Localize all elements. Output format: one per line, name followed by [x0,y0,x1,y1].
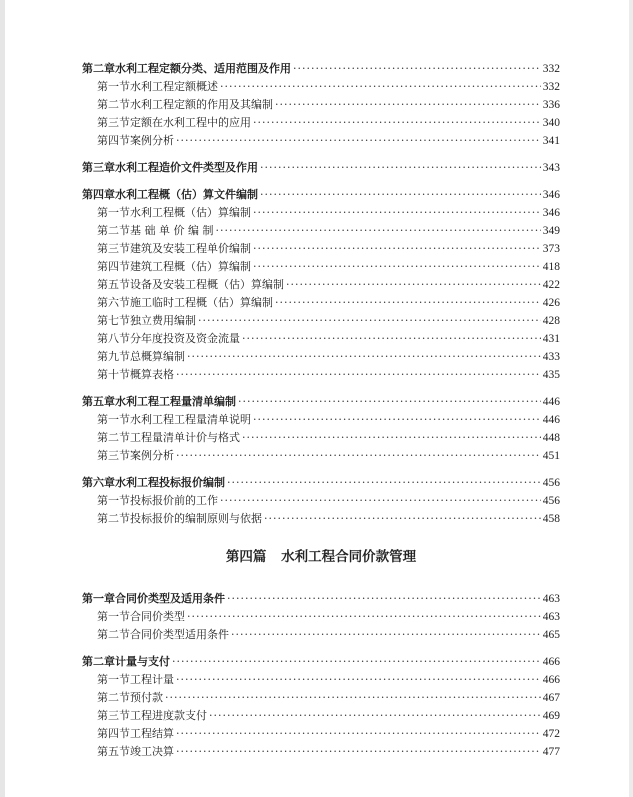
toc-section-entry [82,328,560,346]
part-number: 第四篇 [225,549,267,565]
section-number: 第七节 [97,314,130,327]
section-title: 水利工程定额的作用及其编制 [130,98,273,111]
page-number: 426 [542,297,560,309]
toc-block-part3 [82,58,560,526]
toc-section-entry [82,723,560,741]
chapter-title: 合同价类型及适用条件 [115,592,225,605]
section-number: 第二节 [97,224,130,237]
page-number: 469 [542,710,560,722]
page-number: 431 [542,333,560,345]
dot-leader [231,628,541,642]
toc-section-entry [82,687,560,705]
section-title: 合同价类型 [130,610,185,623]
page-number: 477 [542,746,560,758]
dot-leader [187,610,541,624]
section-title: 概算表格 [130,368,174,381]
dot-leader [172,655,541,669]
toc-section-entry [82,112,560,130]
toc-section-entry [82,292,560,310]
chapter-number: 第一章 [82,592,115,605]
toc-section-entry [82,741,560,759]
page-number: 466 [542,656,560,668]
section-number: 第一节 [97,494,130,507]
page-number: 332 [542,81,560,93]
chapter-title: 水利工程工程量清单编制 [115,395,236,408]
toc-section-entry [82,130,560,148]
chapter-number: 第六章 [82,476,115,489]
section-number: 第十节 [97,368,130,381]
dot-leader [242,431,541,445]
page-number: 435 [542,369,560,381]
section-title: 基 础 单 价 编 制 [130,224,214,237]
section-number: 第四节 [97,134,130,147]
dot-leader [253,413,541,427]
dot-leader [253,116,541,130]
chapter-number: 第五章 [82,395,115,408]
toc-section-entry [82,310,560,328]
page-number: 448 [542,432,560,444]
toc-section-entry [82,94,560,112]
dot-leader [242,332,541,346]
section-number: 第二节 [97,628,130,641]
page-number: 332 [542,63,560,75]
dot-leader [264,512,541,526]
chapter-title: 计量与支付 [115,655,170,668]
section-title: 定额在水利工程中的应用 [130,116,251,129]
chapter-title: 水利工程定额分类、适用范围及作用 [115,62,291,75]
toc-chapter-entry [82,58,560,76]
toc-section-entry [82,490,560,508]
toc-section-entry [82,274,560,292]
section-title: 案例分析 [130,134,174,147]
dot-leader [260,161,541,175]
page-number: 336 [542,99,560,111]
toc-section-entry [82,256,560,274]
page-number: 433 [542,351,560,363]
dot-leader [227,592,541,606]
toc-chapter-entry [82,588,560,606]
page-number: 465 [542,629,560,641]
section-number: 第一节 [97,610,130,623]
chapter-number: 第二章 [82,62,115,75]
page-number: 373 [542,243,560,255]
dot-leader [220,494,541,508]
section-number: 第一节 [97,673,130,686]
page-number: 340 [542,117,560,129]
toc-section-entry [82,409,560,427]
dot-leader [165,691,541,705]
dot-leader [209,709,541,723]
chapter-title: 水利工程投标报价编制 [115,476,225,489]
toc-section-entry [82,202,560,220]
page-number: 446 [542,414,560,426]
dot-leader [227,476,541,490]
page-number: 456 [542,495,560,507]
section-title: 水利工程定额概述 [130,80,218,93]
dot-leader [253,206,541,220]
dot-leader [220,80,541,94]
section-number: 第五节 [97,278,130,291]
section-number: 第四节 [97,260,130,273]
page-number: 458 [542,513,560,525]
section-number: 第一节 [97,413,130,426]
page-number: 346 [542,207,560,219]
dot-leader [238,395,541,409]
page-number: 467 [542,692,560,704]
chapter-title: 水利工程概（估）算文件编制 [115,188,258,201]
section-title: 投标报价前的工作 [130,494,218,507]
page-number: 446 [542,396,560,408]
section-title: 投标报价的编制原则与依据 [130,512,262,525]
toc-section-entry [82,76,560,94]
dot-leader [253,242,541,256]
dot-leader [275,296,541,310]
section-number: 第九节 [97,350,130,363]
toc-chapter-entry [82,157,560,175]
page-number: 349 [542,225,560,237]
section-title: 工程量清单计价与格式 [130,431,240,444]
page-number: 463 [542,611,560,623]
toc-section-entry [82,364,560,382]
page-number: 466 [542,674,560,686]
page-number: 422 [542,279,560,291]
dot-leader [215,224,540,238]
section-title: 工程进度款支付 [130,709,207,722]
dot-leader [176,449,541,463]
section-title: 分年度投资及资金流量 [130,332,240,345]
toc-chapter-entry [82,651,560,669]
section-number: 第二节 [97,691,130,704]
section-title: 建筑及安装工程单价编制 [130,242,251,255]
toc-section-entry [82,705,560,723]
toc-chapter-entry [82,472,560,490]
toc-chapter-entry [82,391,560,409]
toc-section-entry [82,238,560,256]
section-title: 工程结算 [130,727,174,740]
page-edge-left [0,0,5,797]
section-number: 第三节 [97,449,130,462]
toc-section-entry [82,624,560,642]
section-number: 第三节 [97,116,130,129]
chapter-number: 第四章 [82,188,115,201]
section-number: 第六节 [97,296,130,309]
part-title: 水利工程合同价款管理 [281,549,417,565]
chapter-number: 第三章 [82,161,115,174]
section-number: 第三节 [97,242,130,255]
section-title: 竣工决算 [130,745,174,758]
section-number: 第三节 [97,709,130,722]
page-number: 428 [542,315,560,327]
dot-leader [198,314,541,328]
dot-leader [176,673,541,687]
page-number: 418 [542,261,560,273]
toc-block-part4 [82,588,560,759]
toc-section-entry [82,346,560,364]
table-of-contents [82,58,560,759]
dot-leader [176,727,541,741]
dot-leader [176,745,541,759]
chapter-title: 水利工程造价文件类型及作用 [115,161,258,174]
section-title: 建筑工程概（估）算编制 [130,260,251,273]
dot-leader [253,260,541,274]
section-title: 设备及安装工程概（估）算编制 [130,278,284,291]
section-title: 案例分析 [130,449,174,462]
chapter-number: 第二章 [82,655,115,668]
page-edge-right [629,0,633,797]
page-number: 451 [542,450,560,462]
dot-leader [176,368,541,382]
section-title: 独立费用编制 [130,314,196,327]
page-number: 456 [542,477,560,489]
dot-leader [275,98,541,112]
toc-section-entry [82,669,560,687]
section-number: 第二节 [97,98,130,111]
section-number: 第二节 [97,431,130,444]
dot-leader [187,350,541,364]
section-title: 工程计量 [130,673,174,686]
dot-leader [286,278,541,292]
section-number: 第一节 [97,206,130,219]
toc-section-entry [82,427,560,445]
toc-chapter-entry [82,184,560,202]
part-heading [82,548,560,566]
section-title: 施工临时工程概（估）算编制 [130,296,273,309]
dot-leader [176,134,541,148]
page-number: 472 [542,728,560,740]
toc-section-entry [82,508,560,526]
section-number: 第八节 [97,332,130,345]
section-number: 第一节 [97,80,130,93]
section-title: 合同价类型适用条件 [130,628,229,641]
toc-section-entry [82,445,560,463]
section-title: 水利工程概（估）算编制 [130,206,251,219]
page-number: 463 [542,593,560,605]
toc-section-entry [82,606,560,624]
toc-section-entry [82,220,560,238]
section-number: 第五节 [97,745,130,758]
dot-leader [293,62,541,76]
section-title: 预付款 [130,691,163,704]
page-number: 343 [542,162,560,174]
page-number: 341 [542,135,560,147]
section-number: 第四节 [97,727,130,740]
page-number: 346 [542,189,560,201]
dot-leader [260,188,541,202]
section-number: 第二节 [97,512,130,525]
section-title: 水利工程工程量清单说明 [130,413,251,426]
section-title: 总概算编制 [130,350,185,363]
